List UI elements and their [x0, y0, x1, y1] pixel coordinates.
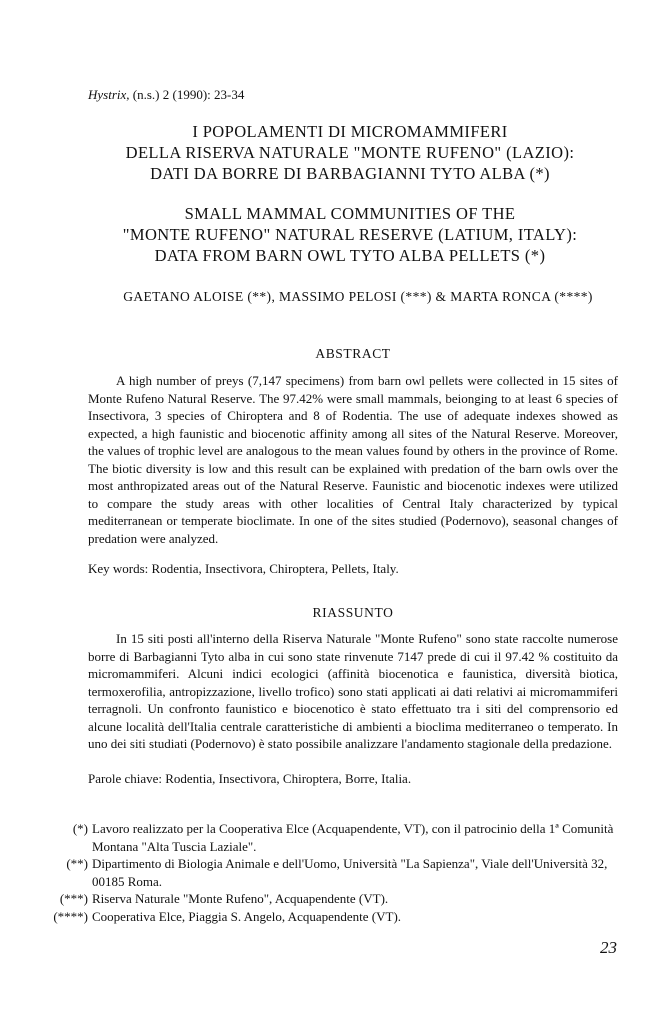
page-number: 23: [600, 938, 617, 957]
footnote-mark: (**): [66, 856, 88, 871]
footnote: [59, 890, 628, 908]
footnote: [66, 855, 628, 890]
riassunto-heading: RIASSUNTO: [312, 605, 394, 620]
abstract-text: A high number of preys (7,147 specimens) from barn owl pellets were collected in 15 sites of Monte Rufeno Natural Reserve. The 97.42% were small mammals, beionging to at least 6 species of Insectivora, 3 species of Chiroptera and 8 of Rodentia. The use of adequate indexes showed as expected, a high faunistic and biocenotic affinity among all sites of the Natural Reserve. Moreover, the values of trophic level are analogous to the mean values found by others in the province of Rome. The biotic diversity is low and this result can be explained with predation of the barn owls over the most anthropizated areas out of the Natural Reserve. Faunistic and biocenotic indexes were utilized to compare the study areas with other localities of Central Italy characterized by typical mediterranean or temperate bioclimate. In one of the sites studied (Podernovo), seasonal changes of predation were analyzed.: [88, 373, 618, 546]
footnote-text: Dipartimento di Biologia Animale e dell'Uomo, Università "La Sapienza", Viale dell'Università 32, 00185 Roma.: [92, 856, 608, 889]
footnote-mark: (***): [59, 891, 88, 906]
title-italian-line-3: DATI DA BORRE DI BARBAGIANNI TYTO ALBA (*): [150, 164, 550, 183]
footnote-mark: (****): [53, 908, 88, 924]
citation-details: (n.s.) 2 (1990): 23-34: [132, 87, 245, 102]
author-list: GAETANO ALOISE (**), MASSIMO PELOSI (***) & MARTA RONCA (****): [123, 289, 593, 304]
riassunto-text: In 15 siti posti all'interno della Riserva Naturale "Monte Rufeno" sono state raccolte numerose borre di Barbagianni Tyto alba in cui sono state rinvenute 7147 prede di cui il 97.42 % costituito da micromammiferi. Alcuni indici ecologici (affinità biocenotica e faunistica, diversità biotica, termoxerofilia, antropizzazione, livello trofico) sono stati applicati ai dati relativi ai micromammiferi terragnoli. Un confronto faunistico e biocenotico è stato effettuato tra i siti del comprensorio ed alcune località dell'Italia centrale caratteristiche di ambienti a bioclima mediterraneo o temperato. In uno dei siti studiati (Podernovo) è stato possibile analizzare l'andamento stagionale della predazione.: [88, 631, 618, 751]
title-english-line-1: SMALL MAMMAL COMMUNITIES OF THE: [184, 204, 516, 223]
footnote-text: Cooperativa Elce, Piaggia S. Angelo, Acquapendente (VT).: [92, 908, 402, 924]
journal-citation: [88, 87, 244, 103]
riassunto-keywords: Parole chiave: Rodentia, Insectivora, Chiroptera, Borre, Italia.: [88, 771, 412, 786]
title-english-line-2: "MONTE RUFENO" NATURAL RESERVE (LATIUM, ITALY):: [122, 225, 578, 244]
footnote-text: Riserva Naturale "Monte Rufeno", Acquapendente (VT).: [92, 891, 389, 906]
title-italian-line-1: I POPOLAMENTI DI MICROMAMMIFERI: [192, 122, 508, 141]
journal-name: Hystrix,: [88, 87, 130, 102]
footnotes: [53, 820, 628, 925]
abstract-heading: ABSTRACT: [315, 346, 391, 361]
footnote: [53, 908, 628, 926]
title-english: [60, 203, 640, 266]
footnote-text: Lavoro realizzato per la Cooperativa Elce (Acquapendente, VT), con il patrocinio della 1ª Comunità Montana "Alta Tuscia Laziale".: [92, 821, 614, 854]
title-italian-line-2: DELLA RISERVA NATURALE "MONTE RUFENO" (LAZIO):: [125, 143, 575, 162]
title-english-line-3: DATA FROM BARN OWL TYTO ALBA PELLETS (*): [154, 246, 546, 265]
footnote-mark: (*): [72, 821, 88, 836]
title-italian: [60, 121, 640, 184]
abstract-keywords: Key words: Rodentia, Insectivora, Chiroptera, Pellets, Italy.: [88, 561, 399, 576]
footnote: [72, 820, 628, 855]
